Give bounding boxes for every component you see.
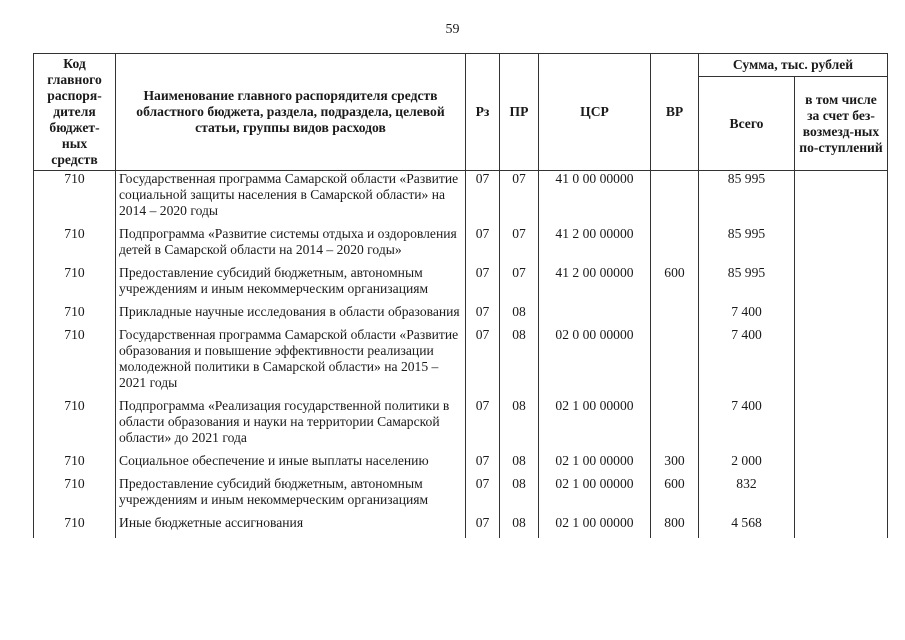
cell-gratuitous [795, 265, 888, 304]
cell-pr: 08 [500, 476, 539, 515]
cell-csr: 41 2 00 00000 [539, 226, 651, 265]
cell-name: Подпрограмма «Реализация государственной политики в области образования и науки на территории Самарской области» до 2021 года [116, 398, 466, 453]
cell-total: 7 400 [699, 304, 795, 327]
cell-vr: 600 [651, 476, 699, 515]
cell-name: Социальное обеспечение и иные выплаты населению [116, 453, 466, 476]
table-row [34, 476, 888, 515]
cell-pr: 08 [500, 398, 539, 453]
cell-gratuitous [795, 171, 888, 227]
table-row [34, 327, 888, 398]
cell-pr: 08 [500, 515, 539, 538]
cell-total: 7 400 [699, 398, 795, 453]
cell-rz: 07 [466, 265, 500, 304]
table-row [34, 171, 888, 227]
table-row [34, 265, 888, 304]
cell-code: 710 [34, 171, 116, 227]
header-pr: ПР [500, 54, 539, 171]
cell-gratuitous [795, 327, 888, 398]
cell-code: 710 [34, 398, 116, 453]
table-header [34, 54, 888, 171]
header-csr: ЦСР [539, 54, 651, 171]
cell-csr: 02 1 00 00000 [539, 476, 651, 515]
cell-gratuitous [795, 515, 888, 538]
cell-rz: 07 [466, 453, 500, 476]
cell-pr: 07 [500, 265, 539, 304]
cell-name: Государственная программа Самарской области «Развитие образования и повышение эффективности реализации молодежной политики в Самарской области» на 2015 – 2021 годы [116, 327, 466, 398]
cell-rz: 07 [466, 171, 500, 227]
cell-code: 710 [34, 327, 116, 398]
cell-rz: 07 [466, 398, 500, 453]
page-number: 59 [445, 22, 460, 37]
table-row [34, 226, 888, 265]
table-row [34, 304, 888, 327]
cell-vr [651, 171, 699, 227]
cell-gratuitous [795, 304, 888, 327]
cell-vr [651, 226, 699, 265]
cell-csr: 41 0 00 00000 [539, 171, 651, 227]
header-name: Наименование главного распорядителя средств областного бюджета, раздела, подраздела, целевой статьи, группы видов расходов [116, 54, 466, 171]
header-vr: ВР [651, 54, 699, 171]
cell-rz: 07 [466, 476, 500, 515]
cell-total: 7 400 [699, 327, 795, 398]
cell-vr [651, 327, 699, 398]
cell-rz: 07 [466, 304, 500, 327]
cell-pr: 08 [500, 304, 539, 327]
cell-code: 710 [34, 476, 116, 515]
budget-table [33, 53, 888, 538]
cell-gratuitous [795, 453, 888, 476]
cell-csr: 02 1 00 00000 [539, 398, 651, 453]
header-rz: Рз [466, 54, 500, 171]
cell-code: 710 [34, 265, 116, 304]
cell-gratuitous [795, 226, 888, 265]
header-sum-group: Сумма, тыс. рублей [699, 54, 888, 77]
cell-csr: 02 1 00 00000 [539, 515, 651, 538]
cell-rz: 07 [466, 327, 500, 398]
cell-total: 85 995 [699, 265, 795, 304]
cell-csr: 02 0 00 00000 [539, 327, 651, 398]
cell-vr: 600 [651, 265, 699, 304]
table-body [34, 171, 888, 539]
table-row [34, 398, 888, 453]
cell-pr: 08 [500, 327, 539, 398]
cell-vr [651, 304, 699, 327]
cell-pr: 08 [500, 453, 539, 476]
cell-total: 85 995 [699, 226, 795, 265]
cell-pr: 07 [500, 171, 539, 227]
cell-code: 710 [34, 304, 116, 327]
cell-total: 2 000 [699, 453, 795, 476]
cell-vr: 800 [651, 515, 699, 538]
cell-total: 4 568 [699, 515, 795, 538]
cell-name: Государственная программа Самарской области «Развитие социальной защиты населения в Самарской области» на 2014 – 2020 годы [116, 171, 466, 227]
cell-vr: 300 [651, 453, 699, 476]
cell-csr [539, 304, 651, 327]
cell-csr: 02 1 00 00000 [539, 453, 651, 476]
cell-csr: 41 2 00 00000 [539, 265, 651, 304]
cell-name: Прикладные научные исследования в области образования [116, 304, 466, 327]
cell-gratuitous [795, 476, 888, 515]
cell-pr: 07 [500, 226, 539, 265]
cell-total: 85 995 [699, 171, 795, 227]
table-row [34, 515, 888, 538]
cell-gratuitous [795, 398, 888, 453]
header-gratuitous: в том числе за счет без-возмезд-ных по-ступлений [795, 77, 888, 171]
cell-code: 710 [34, 515, 116, 538]
cell-rz: 07 [466, 515, 500, 538]
cell-name: Предоставление субсидий бюджетным, автономным учреждениям и иным некоммерческим организациям [116, 265, 466, 304]
cell-name: Предоставление субсидий бюджетным, автономным учреждениям и иным некоммерческим организациям [116, 476, 466, 515]
cell-vr [651, 398, 699, 453]
cell-total: 832 [699, 476, 795, 515]
cell-code: 710 [34, 226, 116, 265]
cell-name: Подпрограмма «Развитие системы отдыха и оздоровления детей в Самарской области на 2014 – 2020 годы» [116, 226, 466, 265]
table-row [34, 453, 888, 476]
cell-rz: 07 [466, 226, 500, 265]
cell-code: 710 [34, 453, 116, 476]
cell-name: Иные бюджетные ассигнования [116, 515, 466, 538]
header-code: Код главного распоря-дителя бюджет-ных средств [34, 54, 116, 171]
header-total: Всего [699, 77, 795, 171]
